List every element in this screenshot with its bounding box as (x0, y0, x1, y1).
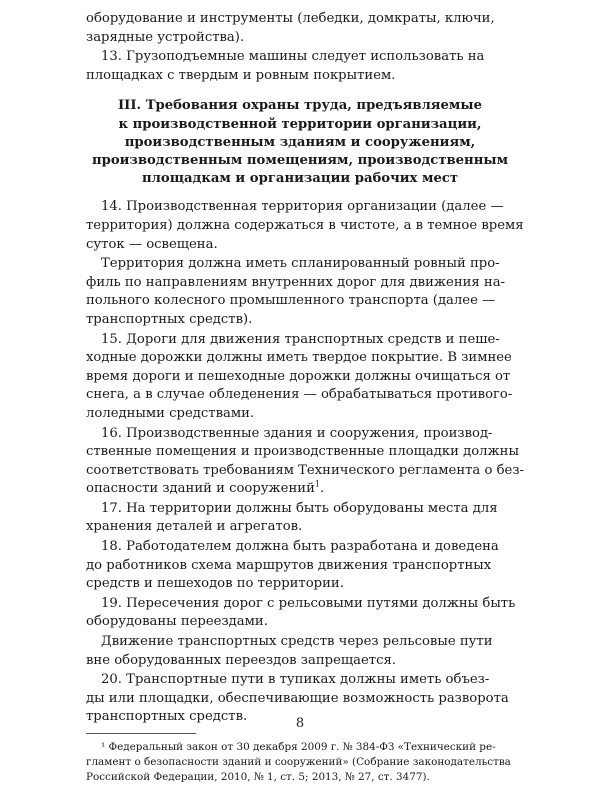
text-line: 18. Работодателем должна быть разработана и доведена (101, 539, 499, 555)
text-line: вне оборудованных переездов запрещается. (86, 652, 397, 668)
text-line: оборудование и инструменты (лебедки, домкраты, ключи, (86, 11, 495, 26)
text-line: до работников схема маршрутов движения транспортных (86, 557, 492, 573)
text-line: 20. Транспортные пути в тупиках должны иметь объез- (101, 672, 490, 688)
paragraph-17 (86, 500, 514, 537)
text-line: средств и пешеходов по территории. (86, 576, 344, 592)
text-line: зарядные устройства). (86, 29, 245, 45)
paragraph-14 (86, 198, 524, 254)
text-line: снега, а в случае обледенения — обрабатываться противого- (86, 387, 513, 403)
text-line: филь по направлениям внутренних дорог для движения на- (86, 274, 506, 290)
footnote-line: ¹ Федеральный закон от 30 декабря 2009 г. № 384-ФЗ «Технический ре- (101, 741, 496, 754)
text-line: соответствовать требованиям Технического регламента о без- (86, 462, 525, 478)
text-fragment: . (319, 481, 325, 497)
paragraph-18 (86, 538, 514, 594)
text-line: 19. Пересечения дорог с рельсовыми путями должны быть (101, 595, 516, 611)
page-number: 8 (295, 716, 305, 731)
footnote-reference[interactable]: 1 (314, 479, 320, 489)
text-line: 16. Производственные здания и сооружения, производ- (101, 425, 493, 441)
heading-line: III. Требования охраны труда, предъявляемые (118, 98, 482, 114)
text-line: лоледными средствами. (86, 405, 255, 421)
text-line: польного колесного промышленного транспорта (далее — (86, 293, 496, 309)
text-line: время дороги и пешеходные дорожки должны очищаться от (86, 368, 511, 384)
text-line: 13. Грузоподъемные машины следует использовать на (101, 49, 485, 65)
heading-line: площадкам и организации рабочих мест (141, 171, 459, 187)
paragraph-rail-crossing (86, 633, 514, 670)
body-paragraphs (86, 198, 525, 727)
text-line: транспортных средств). (86, 311, 253, 327)
footnote-line: гламент о безопасности зданий и сооружений» (Собрание законодательства (86, 756, 511, 769)
paragraph-13 (86, 48, 514, 85)
text-line: Движение транспортных средств через рельсовые пути (101, 634, 493, 650)
paragraph-19 (86, 595, 514, 632)
text-line: суток — освещена. (86, 236, 218, 252)
text-line: Территория должна иметь спланированный ровный про- (101, 256, 500, 272)
paragraph-continuation (86, 10, 514, 47)
footnote (86, 740, 514, 785)
text-line: транспортных средств. (86, 709, 248, 725)
text-line: площадках с твердым и ровным покрытием. (86, 67, 396, 83)
paragraph-15 (86, 331, 514, 424)
paragraph-territory (86, 255, 514, 329)
paragraph-16 (86, 425, 525, 499)
top-paragraphs (86, 10, 514, 85)
section-heading (86, 97, 514, 188)
text-line (86, 480, 514, 499)
text-line: ходные дорожки должны иметь твердое покрытие. В зимнее (86, 350, 512, 366)
text-line: хранения деталей и агрегатов. (86, 519, 303, 535)
text-line: ственные помещения и производственные площадки должны (86, 444, 519, 460)
text-line: территория) должна содержаться в чистоте, а в темное время (86, 217, 524, 233)
text-line: 14. Производственная территория организации (далее — (101, 199, 504, 215)
footnote-line: Российской Федерации, 2010, № 1, ст. 5; 2013, № 27, ст. 3477). (86, 771, 430, 784)
text-line: 17. На территории должны быть оборудованы места для (101, 500, 498, 516)
heading-line: к производственной территории организации, (118, 116, 482, 132)
text-line: оборудованы переездами. (86, 614, 268, 630)
text-line: ды или площадки, обеспечивающие возможность разворота (86, 690, 509, 706)
heading-line: производственным зданиям и сооружениям, (124, 134, 476, 150)
heading-line: производственным помещениям, производственным (91, 152, 509, 168)
footnote-divider (86, 733, 196, 734)
text-fragment: опасности зданий и сооружений (86, 481, 315, 497)
text-line: 15. Дороги для движения транспортных средств и пеше- (101, 331, 500, 347)
